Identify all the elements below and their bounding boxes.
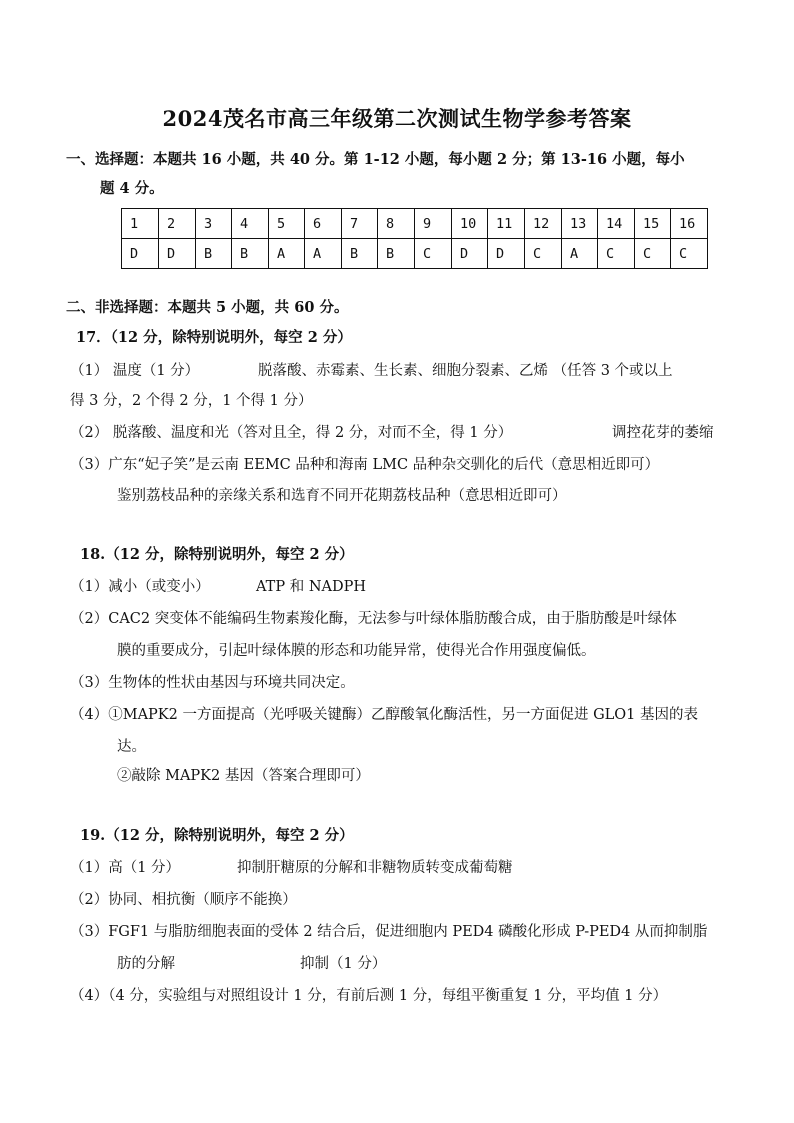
- answer-number-cell: 13: [562, 209, 598, 239]
- answer-number-cell: 5: [269, 209, 305, 239]
- answer-number-cell: 8: [378, 209, 415, 239]
- answer-choice-cell: D: [159, 239, 196, 269]
- answer-choice-cell: D: [488, 239, 525, 269]
- q18-p4-b: 达。: [117, 739, 146, 755]
- answer-number-cell: 9: [415, 209, 452, 239]
- q17-p3-a: （3）广东“妃子笑”是云南 EEMC 品种和海南 LMC 品种杂交驯化的后代（意思相近即可）: [70, 457, 660, 473]
- q19-heading: 19.（12 分，除特别说明外，每空 2 分）: [80, 827, 354, 844]
- q18-p3: （3）生物体的性状由基因与环境共同决定。: [70, 675, 355, 691]
- answer-number-cell: 14: [598, 209, 635, 239]
- answer-number-cell: 12: [525, 209, 562, 239]
- answer-choice-cell: C: [671, 239, 708, 269]
- answer-number-cell: 10: [452, 209, 488, 239]
- q17-p2-b: 调控花芽的萎缩: [612, 425, 714, 441]
- answer-choice-cell: B: [342, 239, 378, 269]
- answer-number-cell: 7: [342, 209, 378, 239]
- answer-choice-cell: C: [525, 239, 562, 269]
- answer-choice-cell: D: [122, 239, 159, 269]
- answer-number-cell: 3: [196, 209, 232, 239]
- q18-heading: 18.（12 分，除特别说明外，每空 2 分）: [80, 546, 354, 563]
- answer-choice-cell: C: [415, 239, 452, 269]
- answer-number-row: [122, 209, 708, 239]
- answer-number-cell: 2: [159, 209, 196, 239]
- q19-p2: （2）协同、相抗衡（顺序不能换）: [70, 892, 297, 908]
- q19-p3-c: 抑制（1 分）: [300, 956, 387, 972]
- answer-number-cell: 1: [122, 209, 159, 239]
- q17-p1-b: 脱落酸、赤霉素、生长素、细胞分裂素、乙烯 （任答 3 个或以上: [258, 363, 673, 379]
- section1-line1: 一、选择题：本题共 16 小题，共 40 分。第 1-12 小题，每小题 2 分；第 13-16 小题，每小: [66, 151, 685, 168]
- q18-p1-b: ATP 和 NADPH: [256, 579, 367, 595]
- page-title: 2024茂名市高三年级第二次测试生物学参考答案: [162, 106, 632, 131]
- q19-p1-a: （1）高（1 分）: [70, 860, 181, 876]
- q19-p4: （4）（4 分，实验组与对照组设计 1 分，有前后测 1 分，每组平衡重复 1 分，平均值 1 分）: [70, 988, 668, 1004]
- q17-heading: 17．（12 分，除特别说明外，每空 2 分）: [76, 329, 352, 346]
- q17-p3-b: 鉴别荔枝品种的亲缘关系和选育不同开花期荔枝品种（意思相近即可）: [117, 488, 567, 504]
- answer-choice-cell: A: [269, 239, 305, 269]
- q18-p1-a: （1）减小（或变小）: [70, 579, 210, 595]
- q19-p3-a: （3）FGF1 与脂肪细胞表面的受体 2 结合后，促进细胞内 PED4 磷酸化形成 P-PED4 从而抑制脂: [70, 924, 708, 940]
- q18-p4-a: （4）①MAPK2 一方面提高（光呼吸关键酶）乙醇酸氧化酶活性，另一方面促进 GLO1 基因的表: [70, 707, 699, 723]
- answer-table: [121, 208, 708, 269]
- answer-choice-cell: A: [305, 239, 342, 269]
- q17-p1-a: （1） 温度（1 分）: [70, 363, 200, 379]
- answer-choice-row: [122, 239, 708, 269]
- answer-number-cell: 6: [305, 209, 342, 239]
- answer-choice-cell: A: [562, 239, 598, 269]
- q19-p3-b: 肪的分解: [117, 956, 175, 972]
- answer-number-cell: 4: [232, 209, 269, 239]
- answer-choice-cell: C: [598, 239, 635, 269]
- answer-choice-cell: B: [378, 239, 415, 269]
- answer-choice-cell: D: [452, 239, 488, 269]
- q18-p2-b: 膜的重要成分，引起叶绿体膜的形态和功能异常，使得光合作用强度偏低。: [117, 643, 596, 659]
- section2-heading: 二、非选择题：本题共 5 小题，共 60 分。: [66, 299, 349, 316]
- answer-number-cell: 11: [488, 209, 525, 239]
- answer-number-cell: 16: [671, 209, 708, 239]
- answer-choice-cell: B: [196, 239, 232, 269]
- q17-p2-a: （2） 脱落酸、温度和光（答对且全，得 2 分，对而不全，得 1 分）: [70, 425, 513, 441]
- q17-p1-c: 得 3 分，2 个得 2 分，1 个得 1 分）: [70, 393, 313, 409]
- answer-choice-cell: C: [635, 239, 671, 269]
- section1-line2: 题 4 分。: [100, 180, 164, 197]
- answer-number-cell: 15: [635, 209, 671, 239]
- q18-p4-c: ②敲除 MAPK2 基因（答案合理即可）: [117, 768, 370, 784]
- q18-p2-a: （2）CAC2 突变体不能编码生物素羧化酶，无法参与叶绿体脂肪酸合成，由于脂肪酸是叶绿体: [70, 611, 677, 627]
- q19-p1-b: 抑制肝糖原的分解和非糖物质转变成葡萄糖: [237, 860, 513, 876]
- answer-choice-cell: B: [232, 239, 269, 269]
